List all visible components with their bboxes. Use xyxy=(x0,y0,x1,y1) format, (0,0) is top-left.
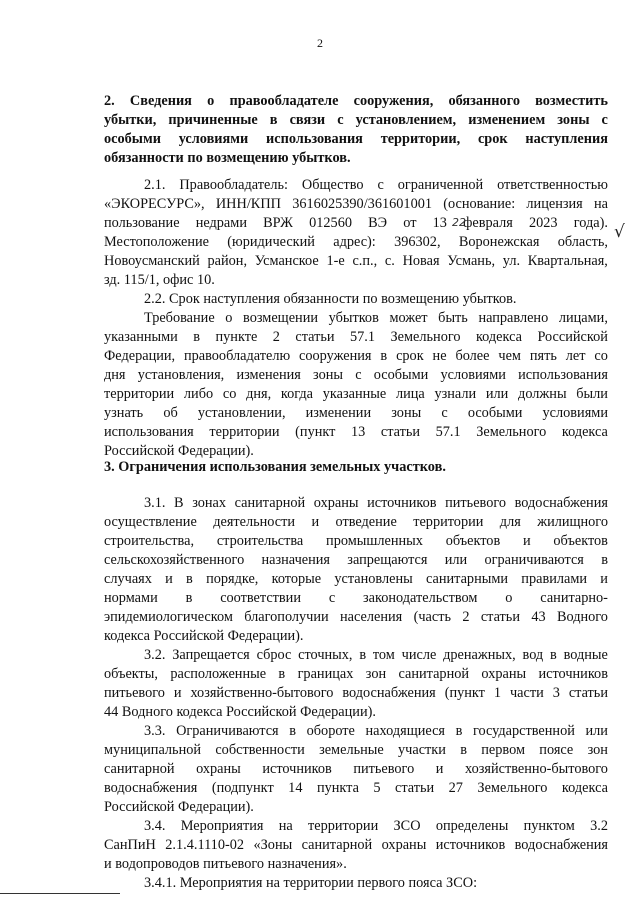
text-line: территории либо со дня, когда указанные лица узнали или должны были xyxy=(104,386,608,402)
text-line: объекты, расположенные в границах зон санитарной охраны источников xyxy=(104,666,608,682)
text-line: нормами в соответствии с законодательством о санитарно- xyxy=(104,590,608,606)
text-line: 3.2. Запрещается сброс сточных, в том числе дренажных, вод в водные xyxy=(144,647,608,663)
text-line: эпидемиологическом благополучии населения (часть 2 статьи 43 Водного xyxy=(104,609,608,625)
text-line: случаях и в порядке, которые установлены санитарными правилами и xyxy=(104,571,608,587)
text-line: особыми условиями использования территории, срок наступления xyxy=(104,131,608,147)
text-line: 2.1. Правообладатель: Общество с ограниченной ответственностью xyxy=(144,177,608,193)
text-line: 44 Водного кодекса Российской Федерации). xyxy=(104,704,376,720)
handwritten-date-correction: 22 xyxy=(452,216,466,229)
paragraph xyxy=(104,176,608,290)
text-line: 3.3. Ограничиваются в обороте находящиеся в государственной или xyxy=(144,723,608,739)
text-line: узнать об установлении, изменении зоны с особыми условиями xyxy=(104,405,608,421)
text-line: использования территории (пункт 13 статьи 57.1 Земельного кодекса xyxy=(104,424,608,440)
text-line: «ЭКОРЕСУРС», ИНН/КПП 3616025390/361601001 (основание: лицензия на xyxy=(104,196,608,212)
paragraph xyxy=(104,817,608,874)
text-line: СанПиН 2.1.4.1110-02 «Зоны санитарной охраны источников водоснабжения xyxy=(104,837,608,853)
text-line: кодекса Российской Федерации). xyxy=(104,628,304,644)
text-line: 2.2. Срок наступления обязанности по возмещению убытков. xyxy=(144,291,517,307)
text-line: указанными в пункте 2 статьи 57.1 Земельного кодекса Российской xyxy=(104,329,608,345)
margin-check-mark: √ xyxy=(614,222,625,242)
section-heading xyxy=(104,458,608,477)
text-line: 3.4.1. Мероприятия на территории первого пояса ЗСО: xyxy=(144,875,478,891)
text-line: Российской Федерации). xyxy=(104,443,254,459)
text-line: дня установления, изменения зоны с особыми условиями использования xyxy=(104,367,608,383)
text-line: 2. Сведения о правообладателе сооружения, обязанного возместить xyxy=(104,93,608,109)
text-line: Требование о возмещении убытков может быть направлено лицами, xyxy=(144,310,608,326)
footnote-separator xyxy=(0,893,120,894)
text-line: водоснабжения (подпункт 14 пункта 5 статьи 27 Земельного кодекса xyxy=(104,780,608,796)
text-line: зд. 115/1, офис 10. xyxy=(104,272,215,288)
section-heading xyxy=(104,92,608,168)
text-line: пользование недрами ВРЖ 012560 ВЭ от 13 февраля 2023 года). xyxy=(104,215,608,231)
text-line: строительства, строительства промышленных объектов и объектов xyxy=(104,533,608,549)
text-line: и водопроводов питьевого назначения». xyxy=(104,856,347,872)
text-line: санитарной охраны источников питьевого и хозяйственно-бытового xyxy=(104,761,608,777)
text-line: осуществление деятельности и отведение территории для жилищного xyxy=(104,514,608,530)
text-line: муниципальной собственности земельные участки в первом поясе зон xyxy=(104,742,608,758)
text-line: Местоположение (юридический адрес): 396302, Воронежская область, xyxy=(104,234,608,250)
text-line: Новоусманский район, Усманское 1-е с.п., с. Новая Усмань, ул. Квартальная, xyxy=(104,253,608,269)
paragraph xyxy=(104,290,608,309)
paragraph xyxy=(104,309,608,461)
text-line: Российской Федерации). xyxy=(104,799,254,815)
paragraph xyxy=(104,874,608,893)
page-number: 2 xyxy=(317,36,323,50)
text-line: убытки, причиненные в связи с установлением, изменением зоны с xyxy=(104,112,608,128)
text-line: Федерации, правообладателю сооружения в срок не более чем пять лет со xyxy=(104,348,608,364)
paragraph xyxy=(104,494,608,646)
text-line: обязанности по возмещению убытков. xyxy=(104,150,351,166)
paragraph xyxy=(104,646,608,722)
paragraph xyxy=(104,722,608,817)
text-line: питьевого и хозяйственно-бытового водоснабжения (пункт 1 части 3 статьи xyxy=(104,685,608,701)
text-line: 3. Ограничения использования земельных участков. xyxy=(104,459,446,475)
text-line: сельскохозяйственного назначения запрещаются или ограничиваются в xyxy=(104,552,608,568)
text-line: 3.1. В зонах санитарной охраны источников питьевого водоснабжения xyxy=(144,495,608,511)
text-line: 3.4. Мероприятия на территории ЗСО определены пунктом 3.2 xyxy=(144,818,608,834)
